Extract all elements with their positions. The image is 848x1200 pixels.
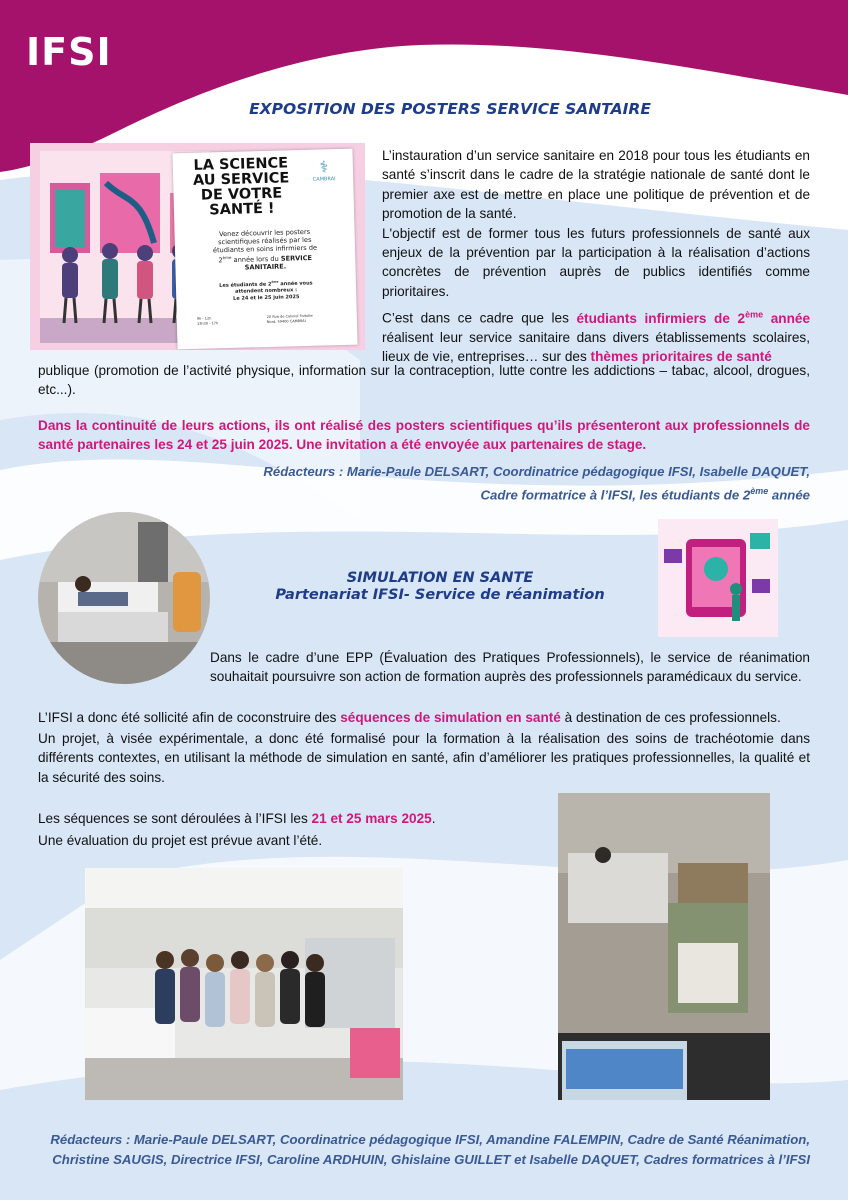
- section1-text-right: [382, 146, 810, 301]
- section2-title: [230, 570, 650, 604]
- highlight-themes: thèmes prioritaires de santé: [590, 349, 772, 365]
- section1-para1: L’instauration d’un service sanitaire en 2018 pour tous les étudiants en santé s’inscrit dans le cadre de la stratégie nationale de santé dont le premier axe est de mettre en place une politique de prévention et de promotion de la santé.: [382, 148, 810, 222]
- hospital-room-illustration: [38, 512, 210, 684]
- poster-card: [172, 149, 357, 350]
- highlight-dates: 21 et 25 mars 2025: [311, 811, 432, 826]
- simulation-room-photo: [558, 793, 770, 1100]
- poster-brand: ⚕ CAMBRAI: [301, 157, 348, 183]
- section2-para5: Une évaluation du projet est prévue avant l’été.: [38, 833, 323, 848]
- section2-para1: Dans le cadre d’une EPP (Évaluation des Pratiques Professionnels), le service de réanimation souhaitait poursuivre son action de formation auprès des professionnels paramédicaux du service.: [210, 650, 810, 685]
- section1-credit: Rédacteurs : Marie-Paule DELSART, Coordinatrice pédagogique IFSI, Isabelle DAQUET, Cadre formatrice à l’IFSI, les étudiants de 2ème année: [263, 464, 810, 502]
- healthcare-tech-illustration: [658, 519, 778, 637]
- section1-title: EXPOSITION DES POSTERS SERVICE SANTAIRE: [249, 100, 651, 118]
- section2-credit: Rédacteurs : Marie-Paule DELSART, Coordinatrice pédagogique IFSI, Amandine FALEMPIN, Cadre de Santé Réanimation, Christine SAUGIS, Directrice IFSI, Caroline ARDHUIN, Ghislaine GUILLET et Isabelle DAQUET, Cadres formatrices à l’IFSI: [50, 1132, 810, 1167]
- section2-para3: Un projet, à visée expérimentale, a donc été formalisé pour la formation à la réalisation des soins de trachéotomie dans différents contextes, en utilisant la méthode de simulation en santé, afin d’améliorer les pratiques professionnelles, la qualité et la sécurité des soins.: [38, 731, 810, 785]
- poster-invite: Les étudiants de 2ème année vous attendent nombreux : Le 24 et le 25 juin 2025: [219, 279, 313, 303]
- poster-hours: 9h - 12h 13h30 - 17h: [196, 316, 219, 326]
- poster-headline: LA SCIENCE AU SERVICE DE VOTRE SANTÉ !: [192, 155, 290, 219]
- section2-title-line2: Partenariat IFSI- Service de réanimation: [275, 587, 605, 603]
- ifsi-logo: IFSI: [26, 30, 112, 74]
- brand-icon: ⚕: [319, 157, 329, 177]
- group-photo: [85, 868, 403, 1100]
- group-photo-scene: [85, 868, 403, 1100]
- highlight-sequences: séquences de simulation en santé: [340, 710, 561, 725]
- hospital-room-photo-circle: [38, 512, 210, 684]
- section2-title-line1: SIMULATION EN SANTE: [346, 570, 534, 586]
- section1-para2: L'objectif est de former tous les futurs professionnels de santé aux enjeux de la prévention par la participation à la réalisation d’actions concrètes de prévention auprès de publics identifiés comme prioritaires.: [382, 225, 810, 299]
- simulation-room-scene: [558, 793, 770, 1100]
- section1-para4: Dans la continuité de leurs actions, ils ont réalisé des posters scientifiques qu’ils présenteront aux professionnels de santé partenaires les 24 et 25 juin 2025. Une invitation a été envoyée aux partenaires de stage.: [38, 418, 810, 453]
- section2-para4: Les séquences se sont déroulées à l’IFSI les 21 et 25 mars 2025.: [38, 811, 436, 826]
- poster-image: [30, 143, 365, 350]
- highlight-etudiants: étudiants infirmiers de 2ème année: [576, 309, 810, 326]
- poster-address: 20 Rue de Caliniel Fortelle Nord, 59400 CAMBRAI: [266, 313, 313, 324]
- section2-para2: L’IFSI a donc été sollicité afin de coconstruire des séquences de simulation en santé à destination de ces professionnels.: [38, 710, 781, 725]
- section1-para3-bottom: publique (promotion de l’activité physique, information sur la contraception, lutte contre les addictions – tabac, alcool, drogues, etc...).: [38, 363, 810, 398]
- section1-para3-top: C’est dans ce cadre que les étudiants infirmiers de 2ème année réalisent leur service sanitaire dans divers établissements scolaires, lieux de vie, entreprises… sur des thèmes prioritaires de santé: [382, 309, 810, 365]
- poster-body: Venez découvrir les posters scientifiques réalisés par les étudiants en soins infirmiers de 2ème année lors du SERVICE SANITAIRE.: [212, 227, 318, 272]
- tech-icon-scene: [658, 519, 778, 637]
